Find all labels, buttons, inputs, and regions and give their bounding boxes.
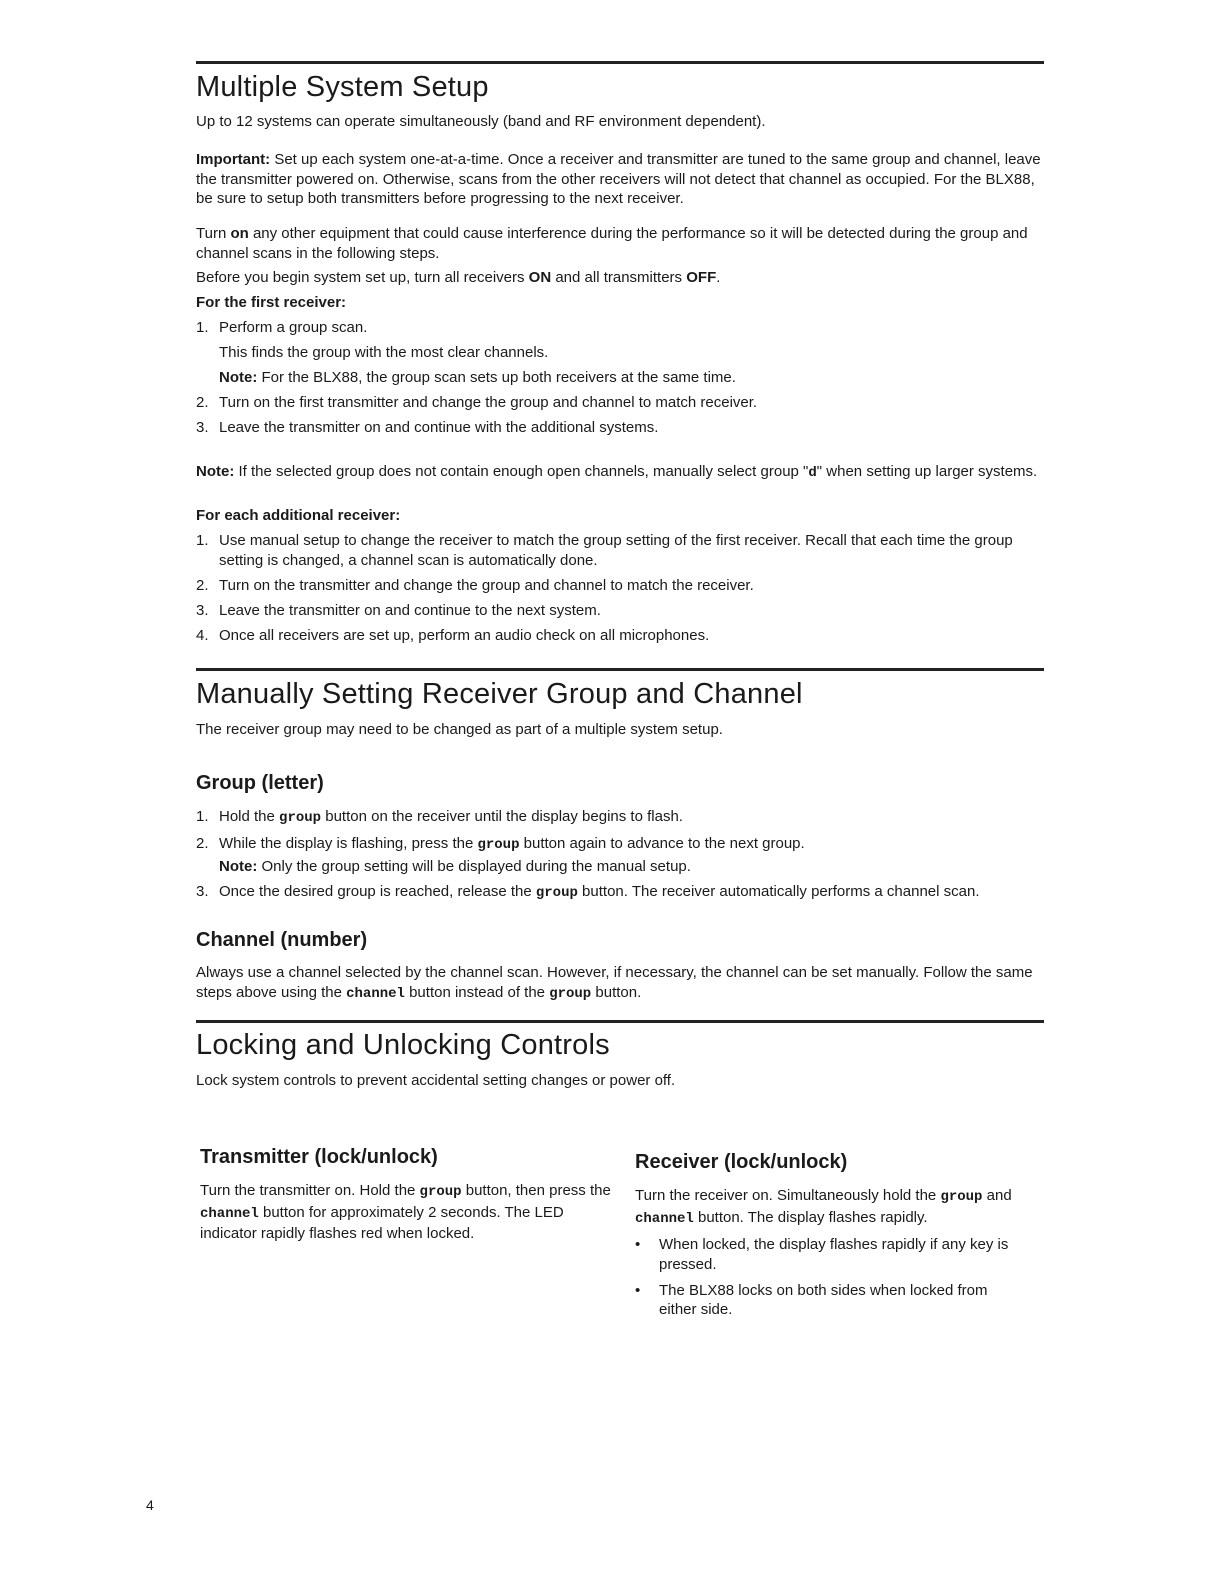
code-text: group <box>535 885 578 901</box>
code-text: group <box>940 1189 983 1205</box>
text-span: and all transmitters <box>551 269 687 286</box>
list-item <box>196 318 1044 338</box>
code-text: group <box>477 837 520 853</box>
interference-paragraph <box>196 224 1044 263</box>
note-label: Note: <box>219 858 258 875</box>
bullet-icon: • <box>635 1236 641 1253</box>
section-divider <box>196 668 1044 671</box>
text-span: Hold the <box>219 808 280 825</box>
list-number: 4. <box>196 626 209 644</box>
transmitter-lock-heading: Transmitter (lock/unlock) <box>200 1146 438 1168</box>
transmitter-lock-text <box>200 1181 612 1244</box>
section-title-multiple-system-setup: Multiple System Setup <box>196 71 489 103</box>
list-item <box>196 576 1044 596</box>
list-number: 2. <box>196 394 209 411</box>
group-steps-cont <box>196 882 1044 904</box>
list-item <box>196 393 1044 413</box>
important-paragraph <box>196 150 1044 209</box>
list-item-text: Perform a group scan. <box>219 319 368 336</box>
step-note <box>196 368 736 388</box>
note-label: Note: <box>196 463 235 480</box>
list-number: 3. <box>196 419 209 436</box>
note-text: For the BLX88, the group scan sets up both receivers at the same time. <box>257 369 736 386</box>
additional-receiver-steps <box>196 531 1044 645</box>
list-number: 1. <box>196 808 209 825</box>
section-title-manual-group-channel: Manually Setting Receiver Group and Channel <box>196 678 803 710</box>
group-steps <box>196 807 1044 861</box>
receiver-lock-column <box>635 1150 1044 1320</box>
section-divider <box>196 61 1044 64</box>
important-text: Set up each system one-at-a-time. Once a receiver and transmitter are tuned to the same group and channel, leave the transmitter powered on. Otherwise, scans from the other receivers will not detect that channel as occupied. For the BLX88, be sure to setup both transmitters before progressing to the next receiver. <box>196 151 1041 207</box>
first-receiver-steps-cont <box>196 393 1044 438</box>
list-item-text: When locked, the display flashes rapidly if any key is pressed. <box>659 1236 1009 1273</box>
list-item-text: Turn on the first transmitter and change the group and channel to match receiver. <box>219 394 758 411</box>
channel-paragraph <box>196 963 1044 1004</box>
text-span: and <box>982 1187 1012 1204</box>
text-span: Turn <box>196 225 231 242</box>
code-text: channel <box>200 1205 259 1222</box>
list-item <box>196 418 1044 438</box>
list-number: 3. <box>196 883 209 900</box>
bullet-icon: • <box>635 1281 641 1299</box>
note-label: Note: <box>219 369 258 386</box>
list-item <box>635 1281 1029 1320</box>
list-item <box>196 601 1044 621</box>
receiver-lock-bullets <box>635 1235 1035 1320</box>
page-number: 4 <box>146 1497 154 1513</box>
text-span: Turn the receiver on. Simultaneously hold the <box>635 1187 941 1204</box>
receiver-lock-heading: Receiver (lock/unlock) <box>635 1151 848 1173</box>
text-span-bold: ON <box>528 269 552 286</box>
text-span: Turn the transmitter on. Hold the <box>200 1182 420 1199</box>
before-paragraph <box>196 268 1044 288</box>
text-span-bold: on <box>230 225 249 242</box>
list-item <box>196 882 1044 904</box>
list-number: 1. <box>196 319 209 336</box>
group-letter-heading: Group (letter) <box>196 772 324 794</box>
text-span: button on the receiver until the display begins to flash. <box>321 808 683 825</box>
section-title-locking-controls: Locking and Unlocking Controls <box>196 1029 610 1061</box>
note-paragraph <box>196 462 1044 484</box>
intro-text: Lock system controls to prevent accidental setting changes or power off. <box>196 1072 676 1089</box>
channel-number-heading: Channel (number) <box>196 929 368 951</box>
list-item-text: The BLX88 locks on both sides when locked from either side. <box>659 1281 988 1318</box>
list-item-text: Leave the transmitter on and continue with the additional systems. <box>219 419 659 436</box>
code-text: group <box>279 810 322 826</box>
code-text: channel <box>635 1210 694 1227</box>
intro-text: The receiver group may need to be changed as part of a multiple system setup. <box>196 721 723 738</box>
text-span: . <box>716 269 721 286</box>
first-receiver-heading: For the first receiver: <box>196 294 347 311</box>
text-span-bold: OFF <box>686 269 717 286</box>
receiver-lock-text <box>635 1186 1044 1229</box>
code-text: d <box>808 465 817 481</box>
list-number: 2. <box>196 835 209 852</box>
note-text: " when setting up larger systems. <box>816 463 1038 480</box>
first-receiver-steps <box>196 318 1044 338</box>
list-number: 2. <box>196 576 209 594</box>
section-divider <box>196 1020 1044 1023</box>
text-span: button. The receiver automatically performs a channel scan. <box>577 883 980 900</box>
list-item-text: Turn on the transmitter and change the group and channel to match the receiver. <box>219 576 754 594</box>
list-item <box>196 531 1044 570</box>
list-number: 3. <box>196 601 209 619</box>
list-item <box>196 626 1044 646</box>
text-span: button again to advance to the next group. <box>519 835 805 852</box>
intro-text: Up to 12 systems can operate simultaneously (band and RF environment dependent). <box>196 113 766 130</box>
text-span: button for approximately 2 seconds. The LED indicator rapidly flashes red when locked. <box>200 1203 564 1242</box>
additional-receiver-heading: For each additional receiver: <box>196 507 401 524</box>
step-note <box>196 857 691 877</box>
important-label: Important: <box>196 151 271 168</box>
note-text: Only the group setting will be displayed during the manual setup. <box>257 858 691 875</box>
text-span: button, then press the <box>461 1182 611 1199</box>
text-span: Before you begin system set up, turn all receivers <box>196 269 529 286</box>
text-span: While the display is flashing, press the <box>219 835 478 852</box>
list-item <box>196 834 1044 856</box>
code-text: group <box>419 1184 462 1200</box>
text-span: Always use a channel selected by the channel scan. However, if necessary, the channel can be set manually. Follow the same steps above using the <box>196 964 1033 1001</box>
list-item-text: Once all receivers are set up, perform an audio check on all microphones. <box>219 626 710 644</box>
text-span: Once the desired group is reached, release the <box>219 883 536 900</box>
step-sub-text: This finds the group with the most clear channels. <box>219 344 549 361</box>
text-span: button. <box>591 983 642 1001</box>
code-text: group <box>549 985 592 1002</box>
code-text: channel <box>346 985 405 1002</box>
list-item <box>196 807 1044 829</box>
list-item-text: Use manual setup to change the receiver to match the group setting of the first receiver. Recall that each time the group setting is changed, a channel scan is automatically done. <box>219 532 1013 569</box>
text-span: button instead of the <box>404 983 550 1001</box>
list-item-text: Leave the transmitter on and continue to the next system. <box>219 601 601 619</box>
text-span: any other equipment that could cause interference during the performance so it will be detected during the group and channel scans in the following steps. <box>196 225 1028 262</box>
list-item <box>635 1235 1029 1274</box>
text-span: button. The display flashes rapidly. <box>693 1208 928 1226</box>
list-number: 1. <box>196 532 209 549</box>
note-text: If the selected group does not contain enough open channels, manually select group " <box>234 463 809 480</box>
transmitter-lock-column <box>200 1145 620 1244</box>
